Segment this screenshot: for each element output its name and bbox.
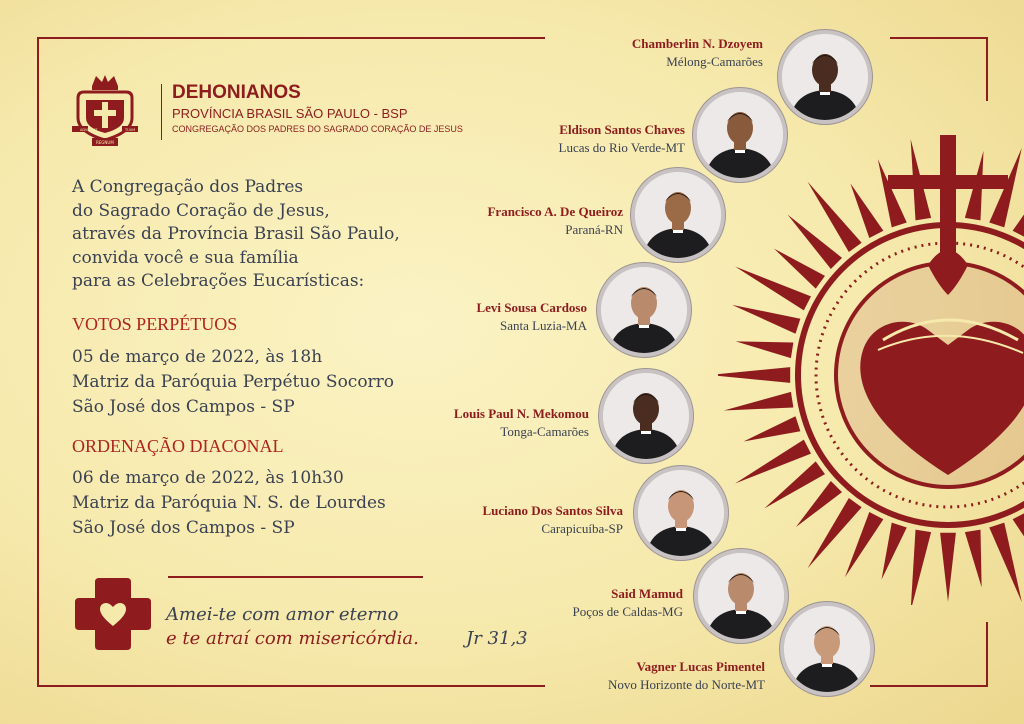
person-place: Mélong-Camarões (666, 54, 763, 69)
person-photo (782, 34, 868, 120)
event-title-ordenacao: ORDENAÇÃO DIACONAL (72, 436, 284, 456)
intro-line: do Sagrado Coração de Jesus, (72, 200, 330, 221)
event-date: 05 de março de 2022, às 18h (72, 347, 323, 367)
sunburst-ray (796, 481, 842, 527)
verse-line-2: e te atraí com misericórdia. (166, 628, 419, 649)
verse-line-1: Amei-te com amor eterno (166, 604, 399, 625)
person-name: Eldison Santos Chaves (559, 122, 685, 137)
sunburst-ray (845, 512, 883, 577)
person-name: Said Mamud (611, 586, 683, 601)
sunburst-ray (724, 392, 794, 411)
person-photo (697, 92, 783, 178)
event-city: São José dos Campos - SP (72, 518, 295, 538)
person-place: Poços de Caldas-MG (572, 604, 683, 619)
person-card (0, 406, 589, 446)
person-name: Vagner Lucas Pimentel (636, 659, 765, 674)
person-photo (635, 172, 721, 258)
person-card (0, 503, 623, 543)
sacred-heart-sunburst-icon (718, 125, 1024, 605)
person-name: Levi Sousa Cardoso (476, 300, 587, 315)
sunburst-ray (718, 367, 790, 383)
event-venue: Matriz da Paróquia N. S. de Lourdes (72, 493, 386, 513)
frame-bottom-right (870, 685, 988, 687)
svg-text:REGNUM: REGNUM (96, 140, 114, 145)
person-place: Novo Horizonte do Norte-MT (607, 677, 765, 692)
person-card (0, 586, 683, 626)
event-date: 06 de março de 2022, às 10h30 (72, 468, 344, 488)
sunburst-ray (732, 305, 800, 334)
person-photo (601, 267, 687, 353)
event-title-votos: VOTOS PERPÉTUOS (72, 314, 238, 334)
event-city: São José dos Campos - SP (72, 397, 295, 417)
person-photo (698, 553, 784, 639)
svg-text:TUUM: TUUM (125, 128, 136, 132)
event-venue: Matriz da Paróquia Perpétuo Socorro (72, 372, 395, 392)
frame-right-top (986, 37, 988, 101)
org-congregation: CONGREGAÇÃO DOS PADRES DO SAGRADO CORAÇÃO DE JESUS (172, 124, 463, 134)
sunburst-ray (965, 530, 982, 588)
person-name: Louis Paul N. Mekomou (453, 406, 589, 421)
person-name: Luciano Dos Santos Silva (482, 503, 623, 518)
person-name: Francisco A. De Queiroz (487, 204, 623, 219)
verse-divider (168, 576, 423, 578)
person-photo (603, 373, 689, 459)
sunburst-ray (744, 416, 801, 441)
person-photo (638, 470, 724, 556)
frame-top-right (890, 37, 988, 39)
person-photo (784, 606, 870, 692)
sunburst-ray (878, 159, 907, 227)
intro-line: A Congregação dos Padres (72, 177, 304, 197)
person-place: Paraná-RN (565, 222, 623, 237)
person-card (0, 659, 765, 699)
sunburst-ray (850, 183, 883, 238)
sunburst-ray (1013, 183, 1024, 238)
svg-text:ADVENIAT: ADVENIAT (80, 128, 98, 132)
person-card (0, 204, 623, 244)
person-card (0, 122, 685, 162)
person-name: Chamberlin N. Dzoyem (631, 36, 763, 51)
person-card (0, 300, 587, 340)
sunburst-ray (882, 523, 907, 580)
person-place: Santa Luzia-MA (499, 318, 587, 333)
sunburst-ray (736, 341, 794, 358)
frame-right-bottom (986, 622, 988, 687)
person-place: Tonga-Camarões (500, 424, 589, 439)
verse-reference: Jr 31,3 (466, 628, 528, 649)
person-card (0, 36, 763, 76)
intro-line: através da Província Brasil São Paulo, (72, 224, 400, 245)
org-name: DEHONIANOS (172, 82, 301, 103)
org-province: PROVÍNCIA BRASIL SÃO PAULO - BSP (172, 106, 408, 121)
sunburst-ray (989, 523, 1022, 603)
intro-line: para as Celebrações Eucarísticas: (72, 271, 365, 292)
person-place: Carapicuíba-SP (541, 521, 623, 536)
intro-line: convida você e sua família (72, 247, 299, 268)
sunburst-ray (1013, 512, 1024, 577)
sunburst-ray (911, 530, 932, 605)
sunburst-ray (940, 533, 956, 602)
sunburst-ray (774, 249, 825, 289)
person-place: Lucas do Rio Verde-MT (558, 140, 685, 155)
